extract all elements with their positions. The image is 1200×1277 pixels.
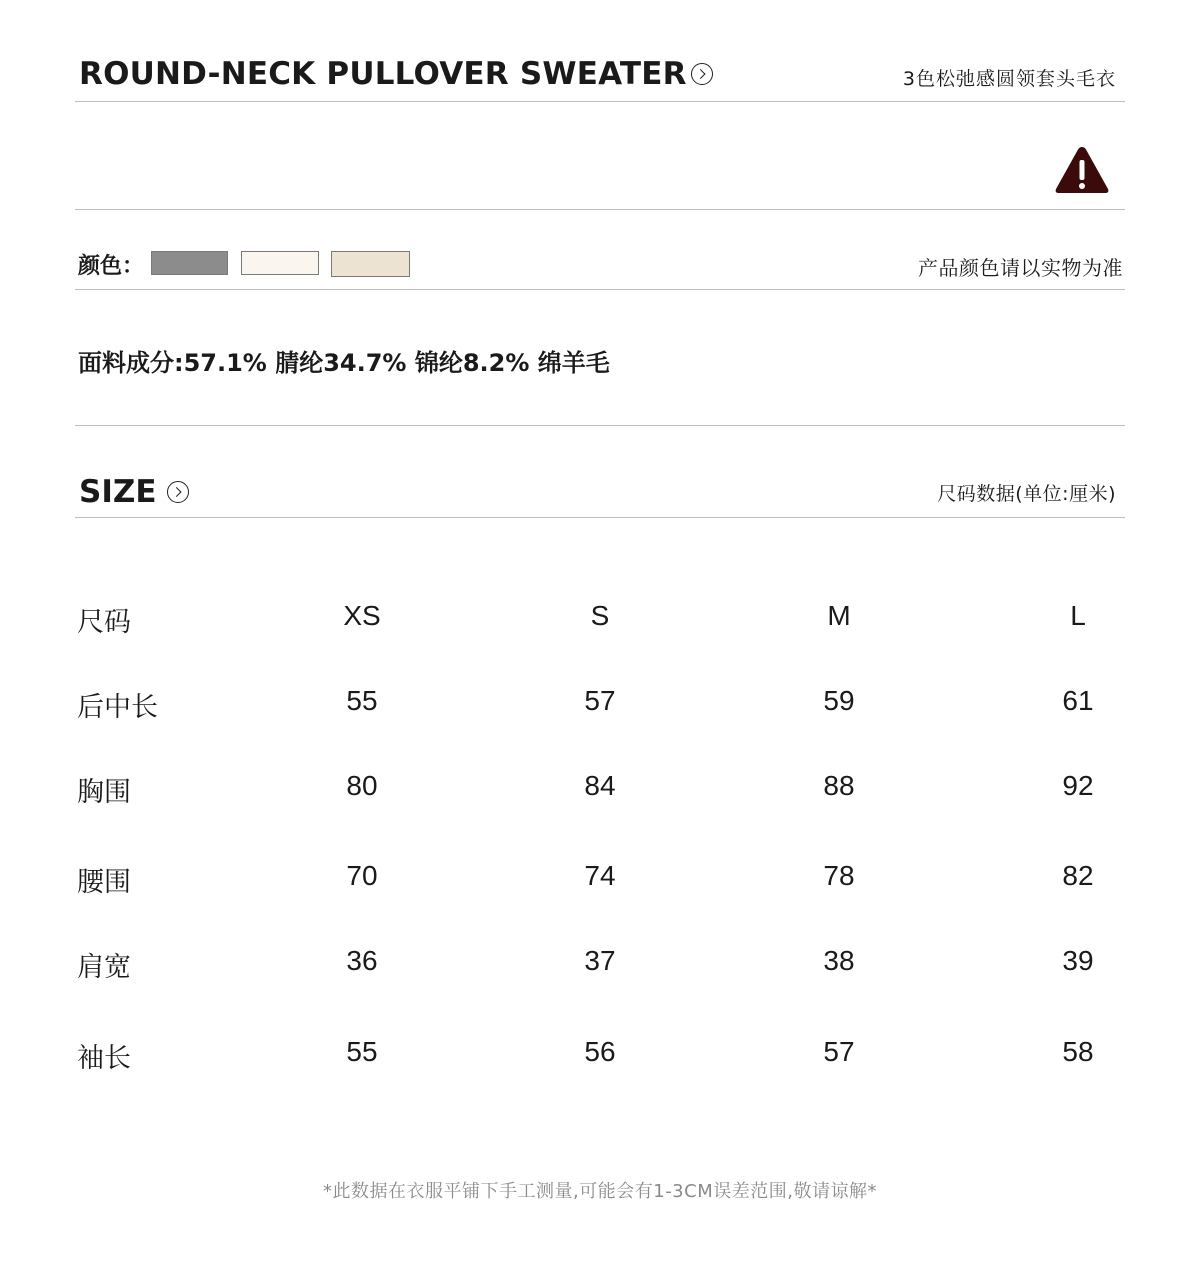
- table-cell: 74: [584, 860, 616, 891]
- table-row: [0, 1036, 1200, 1076]
- table-cell: 84: [584, 770, 616, 801]
- color-swatch-grey[interactable]: [151, 251, 228, 275]
- size-unit-note: 尺码数据(单位:厘米): [937, 483, 1116, 505]
- table-cell: 88: [823, 770, 855, 801]
- table-cell: 70: [346, 860, 378, 891]
- row-label: 肩宽: [77, 952, 131, 983]
- row-label: 腰围: [77, 867, 131, 898]
- header-size-xs: XS: [343, 600, 381, 631]
- table-row: [0, 860, 1200, 900]
- color-note: 产品颜色请以实物为准: [918, 256, 1123, 280]
- product-subtitle: 3色松弛感圆领套头毛衣: [902, 68, 1116, 90]
- table-cell: 61: [1062, 685, 1094, 716]
- table-row: [0, 945, 1200, 985]
- product-title: [79, 56, 713, 92]
- size-table-header-row: [0, 600, 1200, 640]
- table-cell: 80: [346, 770, 378, 801]
- size-section-title: [79, 474, 189, 510]
- table-cell: 37: [584, 945, 616, 976]
- fabric-composition: 面料成分:57.1% 腈纶34.7% 锦纶8.2% 绵羊毛: [78, 349, 610, 377]
- warning-triangle-icon: [1054, 145, 1110, 195]
- table-cell: 56: [584, 1036, 616, 1067]
- divider: [75, 209, 1125, 210]
- size-title-text: SIZE: [79, 474, 157, 510]
- header-size-m: M: [827, 600, 851, 631]
- table-cell: 59: [823, 685, 855, 716]
- header-size-label: 尺码: [77, 607, 131, 638]
- color-swatch-off-white[interactable]: [241, 251, 319, 275]
- product-title-text: ROUND-NECK PULLOVER SWEATER: [79, 56, 687, 92]
- table-cell: 57: [823, 1036, 855, 1067]
- table-cell: 36: [346, 945, 378, 976]
- color-swatch-beige[interactable]: [331, 251, 410, 277]
- color-label: 颜色：: [78, 254, 145, 279]
- divider: [75, 289, 1125, 290]
- table-cell: 78: [823, 860, 855, 891]
- table-cell: 58: [1062, 1036, 1094, 1067]
- table-cell: 55: [346, 685, 378, 716]
- row-label: 后中长: [77, 692, 158, 723]
- row-label: 胸围: [77, 777, 131, 808]
- table-cell: 57: [584, 685, 616, 716]
- header-size-s: S: [590, 600, 610, 631]
- divider: [75, 517, 1125, 518]
- row-label: 袖长: [77, 1043, 131, 1074]
- chevron-right-circle-icon: [691, 63, 713, 85]
- table-cell: 38: [823, 945, 855, 976]
- header-size-l: L: [1070, 600, 1086, 631]
- divider: [75, 425, 1125, 426]
- table-cell: 92: [1062, 770, 1094, 801]
- table-row: [0, 770, 1200, 810]
- divider: [75, 101, 1125, 102]
- chevron-right-circle-icon: [167, 481, 189, 503]
- measurement-disclaimer: *此数据在衣服平铺下手工测量,可能会有1-3CM误差范围,敬请谅解*: [323, 1181, 877, 1202]
- table-cell: 82: [1062, 860, 1094, 891]
- table-cell: 39: [1062, 945, 1094, 976]
- table-row: [0, 685, 1200, 725]
- table-cell: 55: [346, 1036, 378, 1067]
